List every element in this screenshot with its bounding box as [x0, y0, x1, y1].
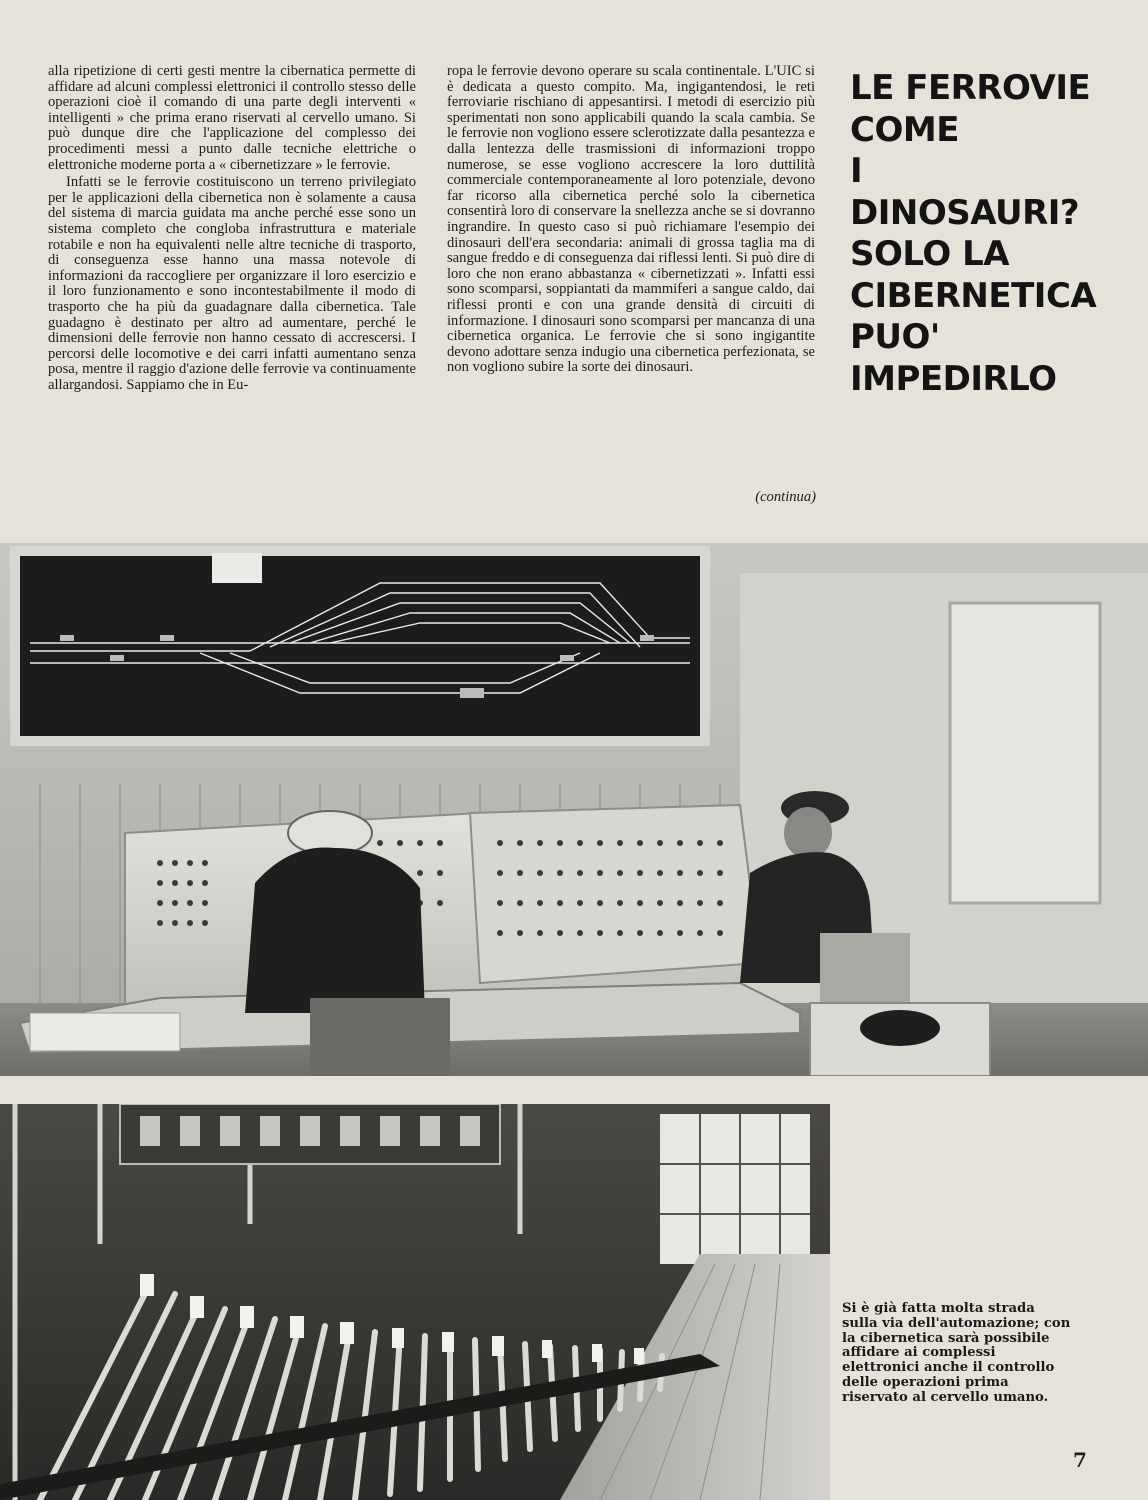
headline-line: LE FERROVIE [850, 68, 1091, 108]
article-column-left [48, 64, 416, 395]
headline [850, 68, 1100, 400]
lever-frame-photo [0, 1104, 830, 1500]
headline-line: CIBERNETICA [850, 275, 1097, 316]
photo-caption: Si è già fatta molta strada sulla via dell'automazione; con la cibernetica sarà possibile affidare ai complessi elettronici anche il controllo delle operazioni prima riservato al cervello umano. [842, 1301, 1071, 1405]
lever-frame-illustration [0, 1104, 830, 1500]
control-room-photo [0, 543, 1148, 1076]
paragraph: Infatti se le ferrovie costituiscono un terreno privilegiato per le applicazioni della cibernetica non è solamente a causa del sistema di marcia guidata ma anche perché esse sono un sistema completo che congloba infrastruttura e materiale rotabile e non ha equivalenti nelle altre tecniche di trasporto, di conseguenza esse hanno una massa notevole di informazioni da raccogliere per organizzare il loro esercizio e il loro funzionamento e sono incontestabilmente il modo di trasporto che ha più da guadagnare dalla cibernetica. Tale guadagno è destinato per altro ad aumentare, perché le dimensioni delle ferrovie non hanno cessato di accrescersi. I percorsi delle locomotive e dei carri infatti aumentano senza posa, mentre il raggio d'azione delle ferrovie va continuamente allargandosi. Sappiamo che in Eu- [48, 174, 416, 393]
headline-line: SOLO LA [850, 234, 1010, 274]
headline-line: PUO' [850, 317, 940, 357]
headline-line: IMPEDIRLO [850, 358, 1057, 399]
headline-line: COME [850, 109, 959, 150]
article-column-middle [447, 64, 815, 378]
page-number: 7 [1073, 1448, 1087, 1472]
continued-marker: (continua) [755, 489, 816, 505]
headline-line: I DINOSAURI? [850, 151, 1080, 233]
paragraph: ropa le ferrovie devono operare su scala continentale. L'UIC si è dedicata a questo compito. Ma, ingigantendosi, le reti ferroviarie rischiano di appesantirsi. I metodi di esercizio più sperimentati non sono applicabili quando la scala cambia. Se le ferrovie non vogliono essere sclerotizzate dalla pesantezza e dalla lentezza delle trasmissioni di informazioni troppo numerose, se esse vogliono accrescere la loro duttilità commerciale contemporaneamente al loro potenziale, devono far ricorso alla cibernetica perché solo la cibernetica consentirà loro di conservare la snellezza anche se si dovranno ingrandire. In questo caso si può richiamare l'esempio dei dinosauri dell'era secondaria: animali di grossa taglia ma di sangue freddo e di conseguenza dai riflessi lenti. Si può dire di loro che non erano abbastanza « cibernetizzati ». Infatti essi sono scomparsi, soppiantati da mammiferi a sangue caldo, dai riflessi pronti e con una grande densità di circuiti di informazione. I dinosauri sono scomparsi per mancanza di una cibernetica organica. Le ferrovie che si sono ingigantite devono adottare senza indugio una cibernetica perfezionata, se non vogliono subire la sorte dei dinosauri. [447, 63, 815, 376]
paragraph: alla ripetizione di certi gesti mentre la cibernatica permette di affidare ad alcuni complessi elettronici il controllo stesso delle operazioni cioè il comando di una parte degli interventi « intelligenti » che prima erano riservati al cervello umano. Si può dunque dire che l'applicazione del complesso dei procedimenti messi a punto dalle tecniche elettriche o elettroniche moderne porta a « cibernetizzare » le ferrovie. [48, 63, 416, 173]
control-room-illustration [0, 543, 1148, 1076]
